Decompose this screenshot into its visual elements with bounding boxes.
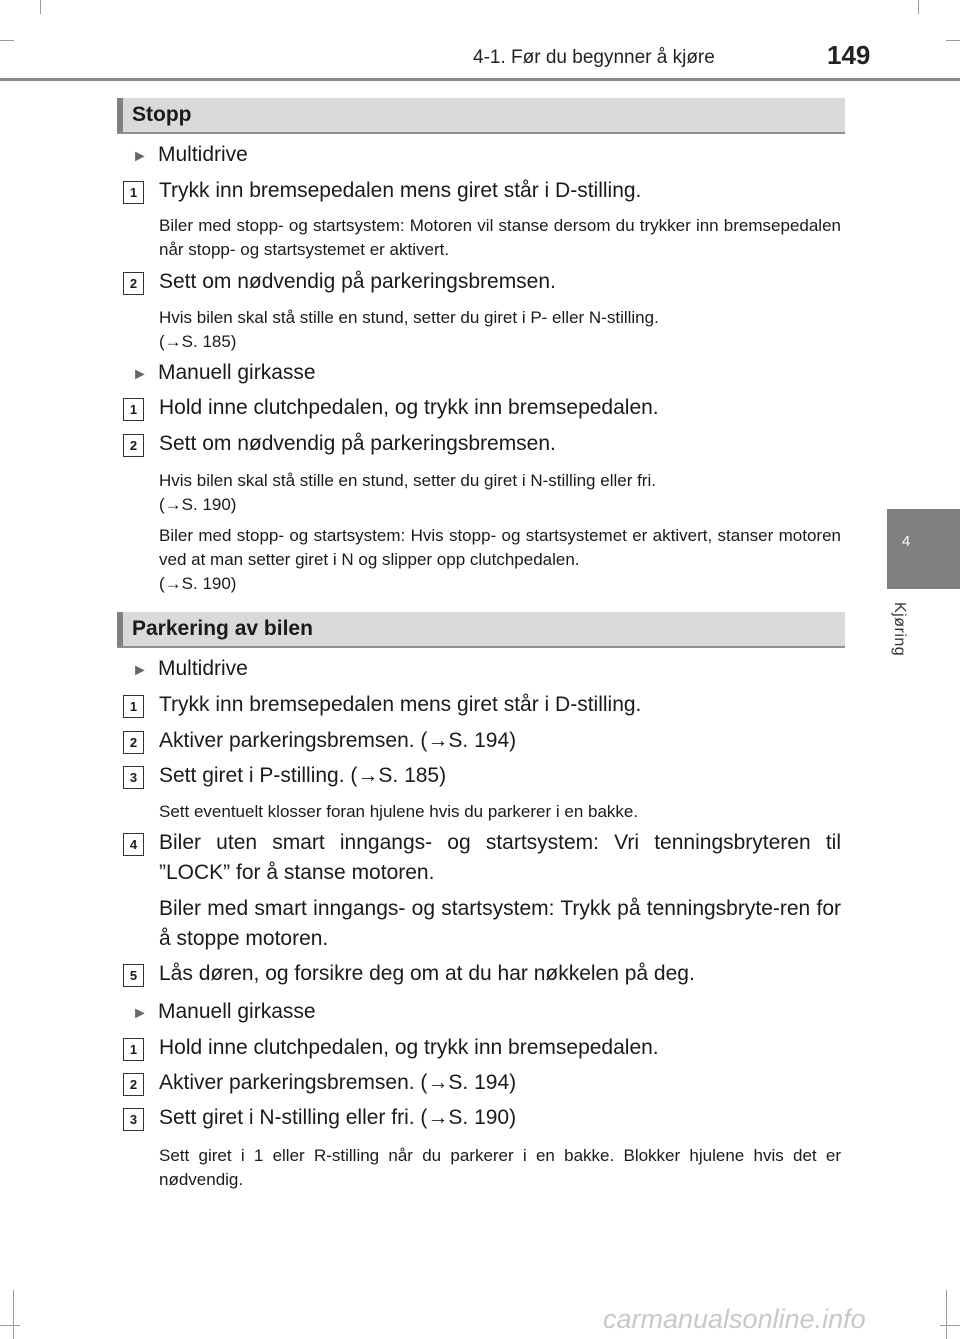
crop-mark [940,1325,960,1326]
step-number-badge: 2 [123,434,144,457]
arrow-right-icon: ► [132,662,148,679]
section-title: Stopp [132,103,192,126]
header-rule [0,78,960,81]
crop-mark [40,0,41,14]
page-reference[interactable]: (→S. 190) [159,574,237,593]
chapter-tab[interactable] [887,509,960,589]
step-text: Sett giret i N-stilling eller fri. (→S. 190) [159,1106,517,1129]
step-number-badge: 1 [123,398,144,421]
step-number-badge: 1 [123,181,144,204]
step-text: Sett om nødvendig på parkeringsbremsen. [159,270,556,293]
step-number-badge: 2 [123,731,144,754]
crop-mark [0,40,14,41]
crop-mark [918,0,919,14]
step-text: Biler uten smart inngangs- og startsystem: Vri tenningsbryteren til ”LOCK” for å stanse motoren. [159,831,841,884]
subheading-text: Multidrive [158,657,248,680]
arrow-right-icon: ► [132,1005,148,1022]
step-number-badge: 3 [123,1108,144,1131]
chapter-number: 4 [901,533,911,550]
arrow-right-icon: ► [132,366,148,383]
step-number-badge: 3 [123,766,144,789]
crop-mark [0,1325,20,1326]
step-text: Trykk inn bremsepedalen mens giret står i D-stilling. [159,693,642,716]
subheading-text: Manuell girkasse [158,361,316,384]
step-number-badge: 2 [123,272,144,295]
step-text: Aktiver parkeringsbremsen. (→S. 194) [159,729,517,752]
step-text: Sett giret i P-stilling. (→S. 185) [159,764,447,787]
step-text: Sett om nødvendig på parkeringsbremsen. [159,432,556,455]
chapter-label: Kjøring [891,602,908,657]
crop-mark [13,1290,14,1339]
section-bar-parkering [117,612,845,648]
note-text: Biler med stopp- og startsystem: Motoren vil stanse dersom du trykker inn bremsepedalen når stopp- og startsystemet er aktivert. [159,216,841,259]
crop-mark [946,1290,947,1339]
section-heading: 4-1. Før du begynner å kjøre [473,47,715,68]
note-text: Sett giret i 1 eller R-stilling når du parkerer i en bakke. Blokker hjulene hvis det er nødvendig. [159,1146,841,1189]
step-text: Aktiver parkeringsbremsen. (→S. 194) [159,1071,517,1094]
page-reference[interactable]: (→S. 190) [159,495,237,514]
step-text: Lås døren, og forsikre deg om at du har nøkkelen på deg. [159,962,695,985]
step-number-badge: 1 [123,695,144,718]
crop-mark [946,40,960,41]
step-number-badge: 2 [123,1073,144,1096]
watermark: carmanualsonline.info [603,1304,866,1334]
note-text: Sett eventuelt klosser foran hjulene hvis du parkerer i en bakke. [159,802,639,821]
subheading-text: Manuell girkasse [158,1000,316,1023]
step-number-badge: 4 [123,833,144,856]
step-text: Hold inne clutchpedalen, og trykk inn bremsepedalen. [159,396,659,419]
note-text: Hvis bilen skal stå stille en stund, setter du giret i P- eller N-stilling. [159,308,659,327]
step-text: Hold inne clutchpedalen, og trykk inn bremsepedalen. [159,1036,659,1059]
section-title: Parkering av bilen [132,617,313,640]
step-text: Trykk inn bremsepedalen mens giret står i D-stilling. [159,179,642,202]
arrow-right-icon: ► [132,148,148,165]
step-number-badge: 1 [123,1038,144,1061]
page-reference[interactable]: (→S. 185) [159,332,237,351]
page-number: 149 [827,40,871,70]
step-text: Biler med smart inngangs- og startsystem: Trykk på tenningsbryte-ren for å stoppe motoren. [159,897,841,950]
section-bar-stopp [117,98,845,134]
subheading-text: Multidrive [158,143,248,166]
note-text: Biler med stopp- og startsystem: Hvis stopp- og startsystemet er aktivert, stanser motoren ved at man setter giret i N og slipper opp clutchpedalen. [159,526,841,569]
note-text: Hvis bilen skal stå stille en stund, setter du giret i N-stilling eller fri. [159,471,656,490]
step-number-badge: 5 [123,964,144,987]
